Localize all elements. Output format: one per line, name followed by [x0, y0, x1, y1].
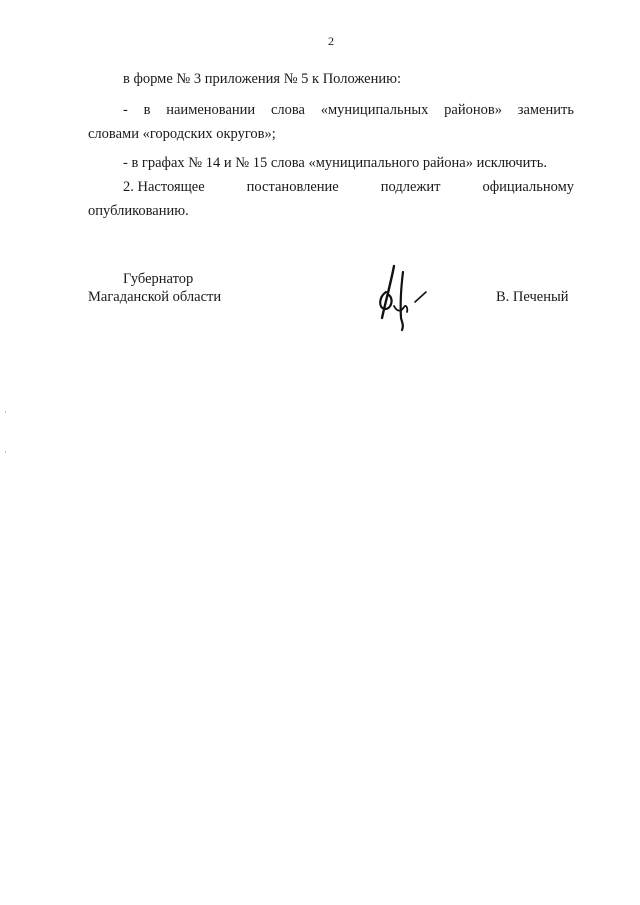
margin-speck — [5, 451, 6, 453]
publication-continuation-line: опубликованию. — [88, 203, 189, 219]
signer-name: В. Печеный — [496, 289, 569, 305]
publication-word-3: подлежит — [380, 179, 441, 195]
signer-title — [88, 270, 221, 306]
publication-line — [123, 179, 574, 196]
signer-title-line-2: Магаданской области — [88, 289, 222, 305]
replace-word-1: в — [143, 102, 151, 118]
form-3-line: в форме № 3 приложения № 5 к Положению: — [123, 71, 401, 87]
replace-continuation-line: словами «городских округов»; — [88, 126, 276, 142]
replace-word-6: заменить — [517, 102, 574, 118]
replace-words-line — [123, 102, 574, 119]
publication-word-2: постановление — [246, 179, 339, 195]
signer-title-line-1: Губернатор — [123, 271, 194, 287]
columns-exclusion-line: - в графах № 14 и № 15 слова «муниципального района» исключить. — [123, 155, 547, 171]
publication-word-1: 2. Настоящее — [123, 179, 205, 195]
replace-word-5: районов» — [444, 102, 502, 118]
replace-word-3: слова — [270, 102, 305, 118]
publication-word-4: официальному — [482, 179, 574, 195]
page-number: 2 — [328, 34, 334, 48]
replace-word-4: «муниципальных — [320, 102, 429, 118]
margin-speck — [5, 411, 6, 413]
replace-word-2: наименовании — [166, 102, 256, 118]
handwritten-signature — [374, 262, 430, 332]
replace-word-dash: - — [123, 102, 128, 118]
